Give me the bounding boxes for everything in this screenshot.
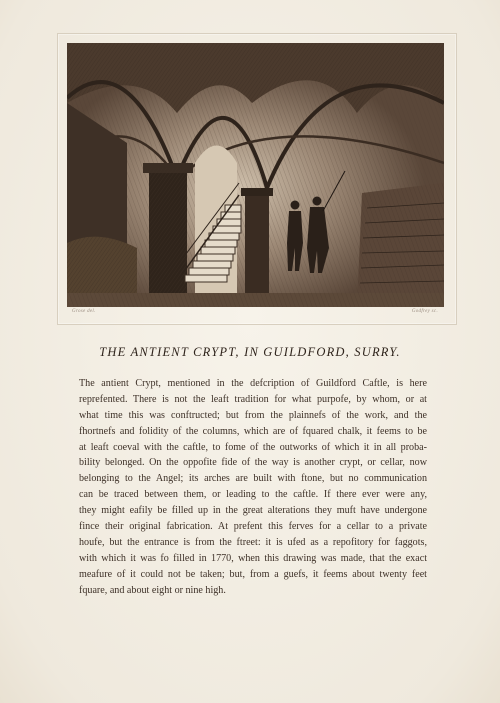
text-line: can be traced between them, or leading to the caftle. If there ever were any, [79, 489, 427, 501]
text-line: houfe, but the entrance is from the ftreet: it is ufed as a repofitory for faggots, [79, 536, 427, 548]
text-line: what time this was conftructed; but from the plainnefs of the work, and the [79, 409, 427, 421]
text-line: reprefented. There is not the leaft tradition for what purpofe, by whom, or at [79, 393, 427, 405]
text-line: fhortnefs and folidity of the columns, which are of fquared chalk, it feems to be [79, 425, 427, 437]
crypt-engraving [67, 43, 444, 307]
engraving-credit-right: Godfrey sc. [411, 309, 438, 314]
plate-caption: THE ANTIENT CRYPT, IN GUILDFORD, SURRY. [99, 345, 401, 359]
text-line: with which it was fo filled in 1770, when this drawing was made, that the exact [79, 552, 427, 564]
text-line: meafure of it could not be taken; but, from a guefs, it feems about twenty feet [79, 568, 427, 580]
text-line: belonging to the Angel; its arches are built with ftone, but no communication [79, 473, 427, 485]
text-line: fince their original fabrication. At prefent this ferves for a cellar to a private [79, 521, 427, 533]
text-line: at leaft coeval with the caftle, to fome of the outworks of which it in all proba- [79, 441, 427, 453]
text-line: bility belonged. On the oppofite fide of the way is another crypt, or cellar, now [79, 457, 427, 469]
text-line: fquare, and about eight or nine high. [79, 584, 226, 596]
engraving-credit-left: Grose del. [72, 309, 96, 314]
description-text [79, 376, 427, 598]
text-line: they might eafily be filled up in the great alterations they muft have undergone [79, 505, 427, 517]
text-line: The antient Crypt, mentioned in the defcription of Guildford Caftle, is here [79, 378, 427, 389]
